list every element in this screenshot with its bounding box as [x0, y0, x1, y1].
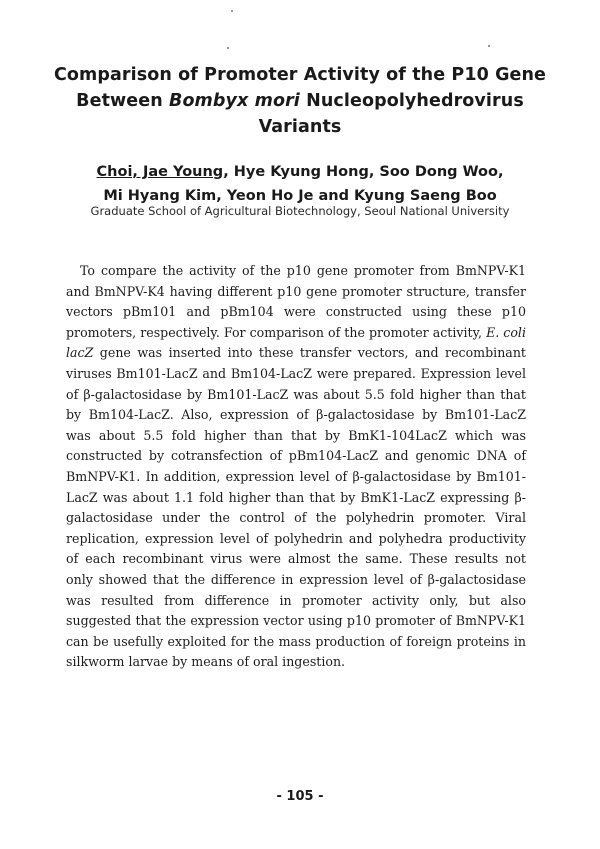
authors-line-1	[40, 160, 560, 184]
page-number: - 105 -	[276, 789, 324, 804]
author-list	[40, 160, 560, 208]
authors-line-2: Mi Hyang Kim, Yeon Ho Je and Kyung Saeng Boo	[103, 188, 497, 204]
paper-title	[40, 62, 560, 140]
title-line-2-post: Nucleopolyhedrovirus Variants	[258, 91, 524, 137]
authors-line-1-rest: , Hye Kyung Hong, Soo Dong Woo,	[223, 164, 504, 180]
abstract-text-1: To compare the activity of the p10 gene promoter from BmNPV-K1 and BmNPV-K4 having different p10 gene promoter structure, transfer vectors pBm101 and pBm104 were constructed using these p10 promoters, respectively. For comparison of the promoter activity,	[66, 263, 526, 340]
scan-speck	[227, 47, 229, 49]
title-line-1: Comparison of Promoter Activity of the P10 Gene	[53, 65, 547, 85]
abstract-gene-name: E. coli lacZ	[66, 324, 526, 361]
abstract-body	[66, 261, 526, 673]
affiliation: Graduate School of Agricultural Biotechnology, Seoul National University	[90, 204, 510, 218]
title-species-name: Bombyx mori	[169, 91, 300, 111]
abstract-text-2: gene was inserted into these transfer vectors, and recombinant viruses Bm101-LacZ and Bm104-LacZ were prepared. Expression level of β-galactosidase by Bm101-LacZ was about 5.5 fold higher than that by Bm104-LacZ. Also, expression of β-galactosidase by Bm101-LacZ was about 5.5 fold higher than that by BmK1-104LacZ which was constructed by cotransfection of pBm104-LacZ and genomic DNA of BmNPV-K1. In addition, expression level of β-galactosidase by Bm101-LacZ was about 1.1 fold higher than that by BmK1-LacZ expressing β-galactosidase under the control of the polyhedrin promoter. Viral replication, expression level of polyhedrin and polyhedra productivity of each recombinant virus were almost the same. These results not only showed that the difference in expression level of β-galactosidase was resulted from difference in promoter activity only, but also suggested that the expression vector using p10 promoter of BmNPV-K1 can be usefully exploited for the mass production of foreign proteins in silkworm larvae by means of oral ingestion.	[66, 345, 526, 670]
title-line-2-pre: Between	[76, 91, 169, 111]
title-line-2	[40, 88, 560, 140]
scan-speck	[231, 10, 233, 12]
scan-speck	[488, 45, 490, 47]
presenting-author: Choi, Jae Young	[96, 164, 224, 180]
